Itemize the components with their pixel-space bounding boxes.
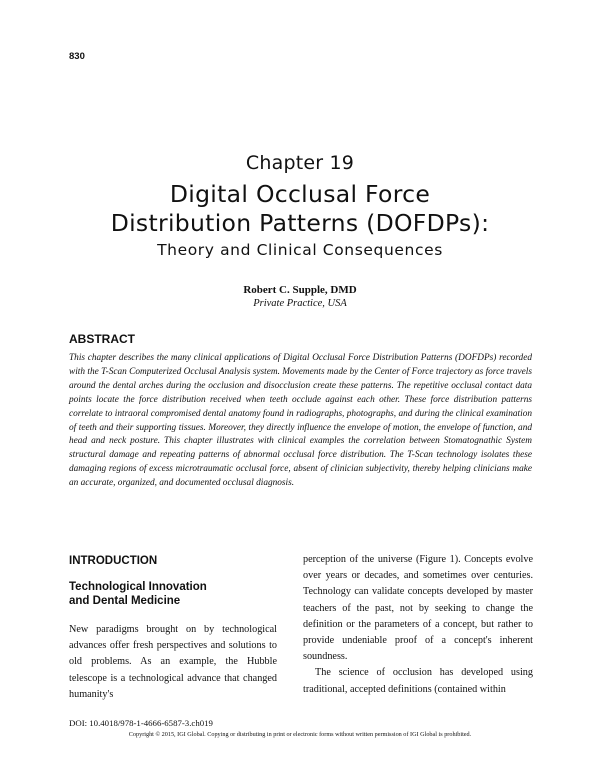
author-affiliation: Private Practice, USA xyxy=(253,298,347,309)
chapter-subtitle: Theory and Clinical Consequences xyxy=(157,241,443,259)
abstract-text: This chapter describes the many clinical applications of Digital Occlusal Force Distribution Patterns (DOFDPs) recorded with the T-Scan Computerized Occlusal Analysis system. Movements made by the Center of Force trajectory as force travels around the dental arches during the occlusion and disocclusion create these patterns. The repetitive occlusal contact data points locate the force distribution received when teeth occlude against each other. These force distribution patterns correlate to intraoral compromised dental anatomy found in radiographs, photographs, and during the clinical examination of teeth and their supporting tissues. Moreover, they directly influence the envelope of motion, the envelope of function, and head and neck posture. This chapter illustrates with clinical examples the correlation between Stomatognathic System structural damage and repeating patterns of abnormal occlusal force distribution. The T-Scan technology isolates these damaging regions of excess microtraumatic occlusal force, absent of clinician subjectivity, thereby helping clinicians make an accurate, organized, and documented occlusal diagnosis. xyxy=(69,353,532,489)
doi: DOI: 10.4018/978-1-4666-6587-3.ch019 xyxy=(69,718,213,728)
left-paragraph: New paradigms brought on by technological advances offer fresh perspectives and solutions to old problems. As an example, the Hubble telescope is a technological advance that changed humanity's xyxy=(69,624,277,700)
author-name: Robert C. Supple, DMD xyxy=(243,284,357,296)
left-column-text xyxy=(69,622,277,703)
title-line-1: Digital Occlusal Force xyxy=(169,180,431,208)
section-subheading xyxy=(69,580,207,608)
abstract-heading: ABSTRACT xyxy=(69,332,135,346)
subheading-line-1: Technological Innovation xyxy=(69,581,207,593)
introduction-heading: INTRODUCTION xyxy=(69,555,158,567)
right-paragraph-1: perception of the universe (Figure 1). Concepts evolve over years or decades, and sometimes over centuries. Technology can validate concepts developed by master teachers of the past, not by seeking to change the definition or the parameters of a concept, but rather to provide undeniable proof of a concept's inherent soundness. xyxy=(303,554,533,663)
chapter-title xyxy=(0,180,600,238)
title-line-2: Distribution Patterns (DOFDPs): xyxy=(110,209,490,237)
page-number: 830 xyxy=(69,51,85,62)
subheading-line-2: and Dental Medicine xyxy=(69,595,181,607)
copyright-notice: Copyright © 2015, IGI Global. Copying or distributing in print or electronic forms without written permission of IGI Global is prohibited. xyxy=(128,731,472,738)
right-column-text xyxy=(303,552,533,698)
right-paragraph-2: The science of occlusion has developed using traditional, accepted definitions (contained within xyxy=(303,667,533,695)
chapter-label: Chapter 19 xyxy=(245,152,355,174)
